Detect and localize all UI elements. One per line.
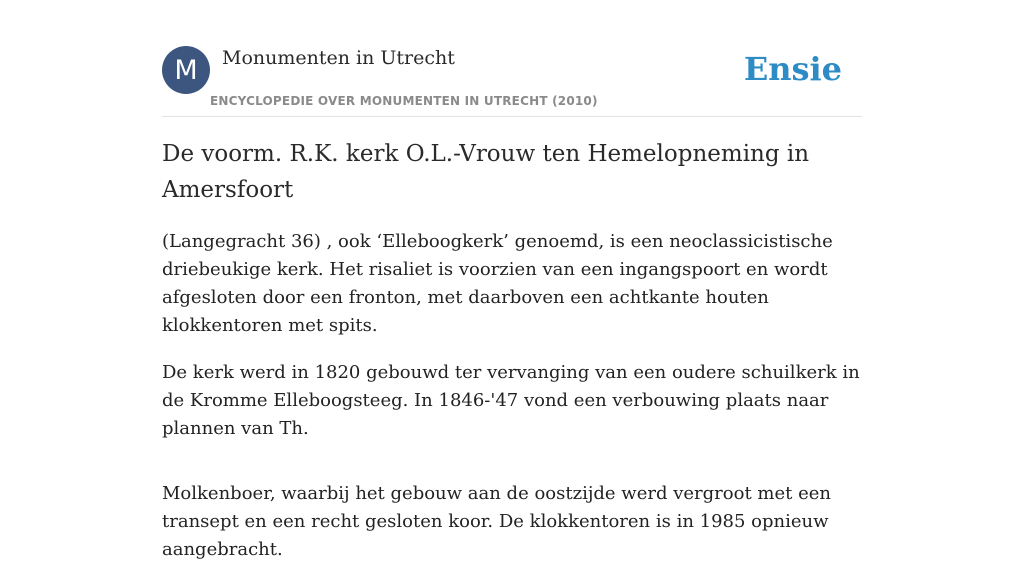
paragraph: De kerk werd in 1820 gebouwd ter vervanging van een oudere schuilkerk in de Kromme Elleboogsteeg. In 1846-'47 vond een verbouwing plaats naar plannen van Th. (162, 362, 860, 439)
paragraph: (Langegracht 36) , ook ‘Elleboogkerk’ genoemd, is een neoclassicistische driebeukige kerk. Het risaliet is voorzien van een ingangspoort en wordt afgesloten door een fronton, met daarboven een achtkante houten klokkentoren met spits. (162, 231, 833, 336)
ensie-logo[interactable]: Ensie (743, 50, 842, 88)
book-avatar[interactable]: M (162, 46, 210, 94)
header (162, 46, 862, 117)
book-title-link[interactable]: Monumenten in Utrecht (222, 47, 455, 69)
paragraph: Molkenboer, waarbij het gebouw aan de oostzijde werd vergroot met een transept en een recht gesloten koor. De klokkentoren is in 1985 opnieuw aangebracht. (162, 483, 831, 560)
book-subtitle: ENCYCLOPEDIE OVER MONUMENTEN IN UTRECHT (2010) (210, 94, 598, 108)
article-body (162, 228, 862, 583)
article-title: De voorm. R.K. kerk O.L.-Vrouw ten Hemelopneming in Amersfoort (162, 141, 810, 203)
